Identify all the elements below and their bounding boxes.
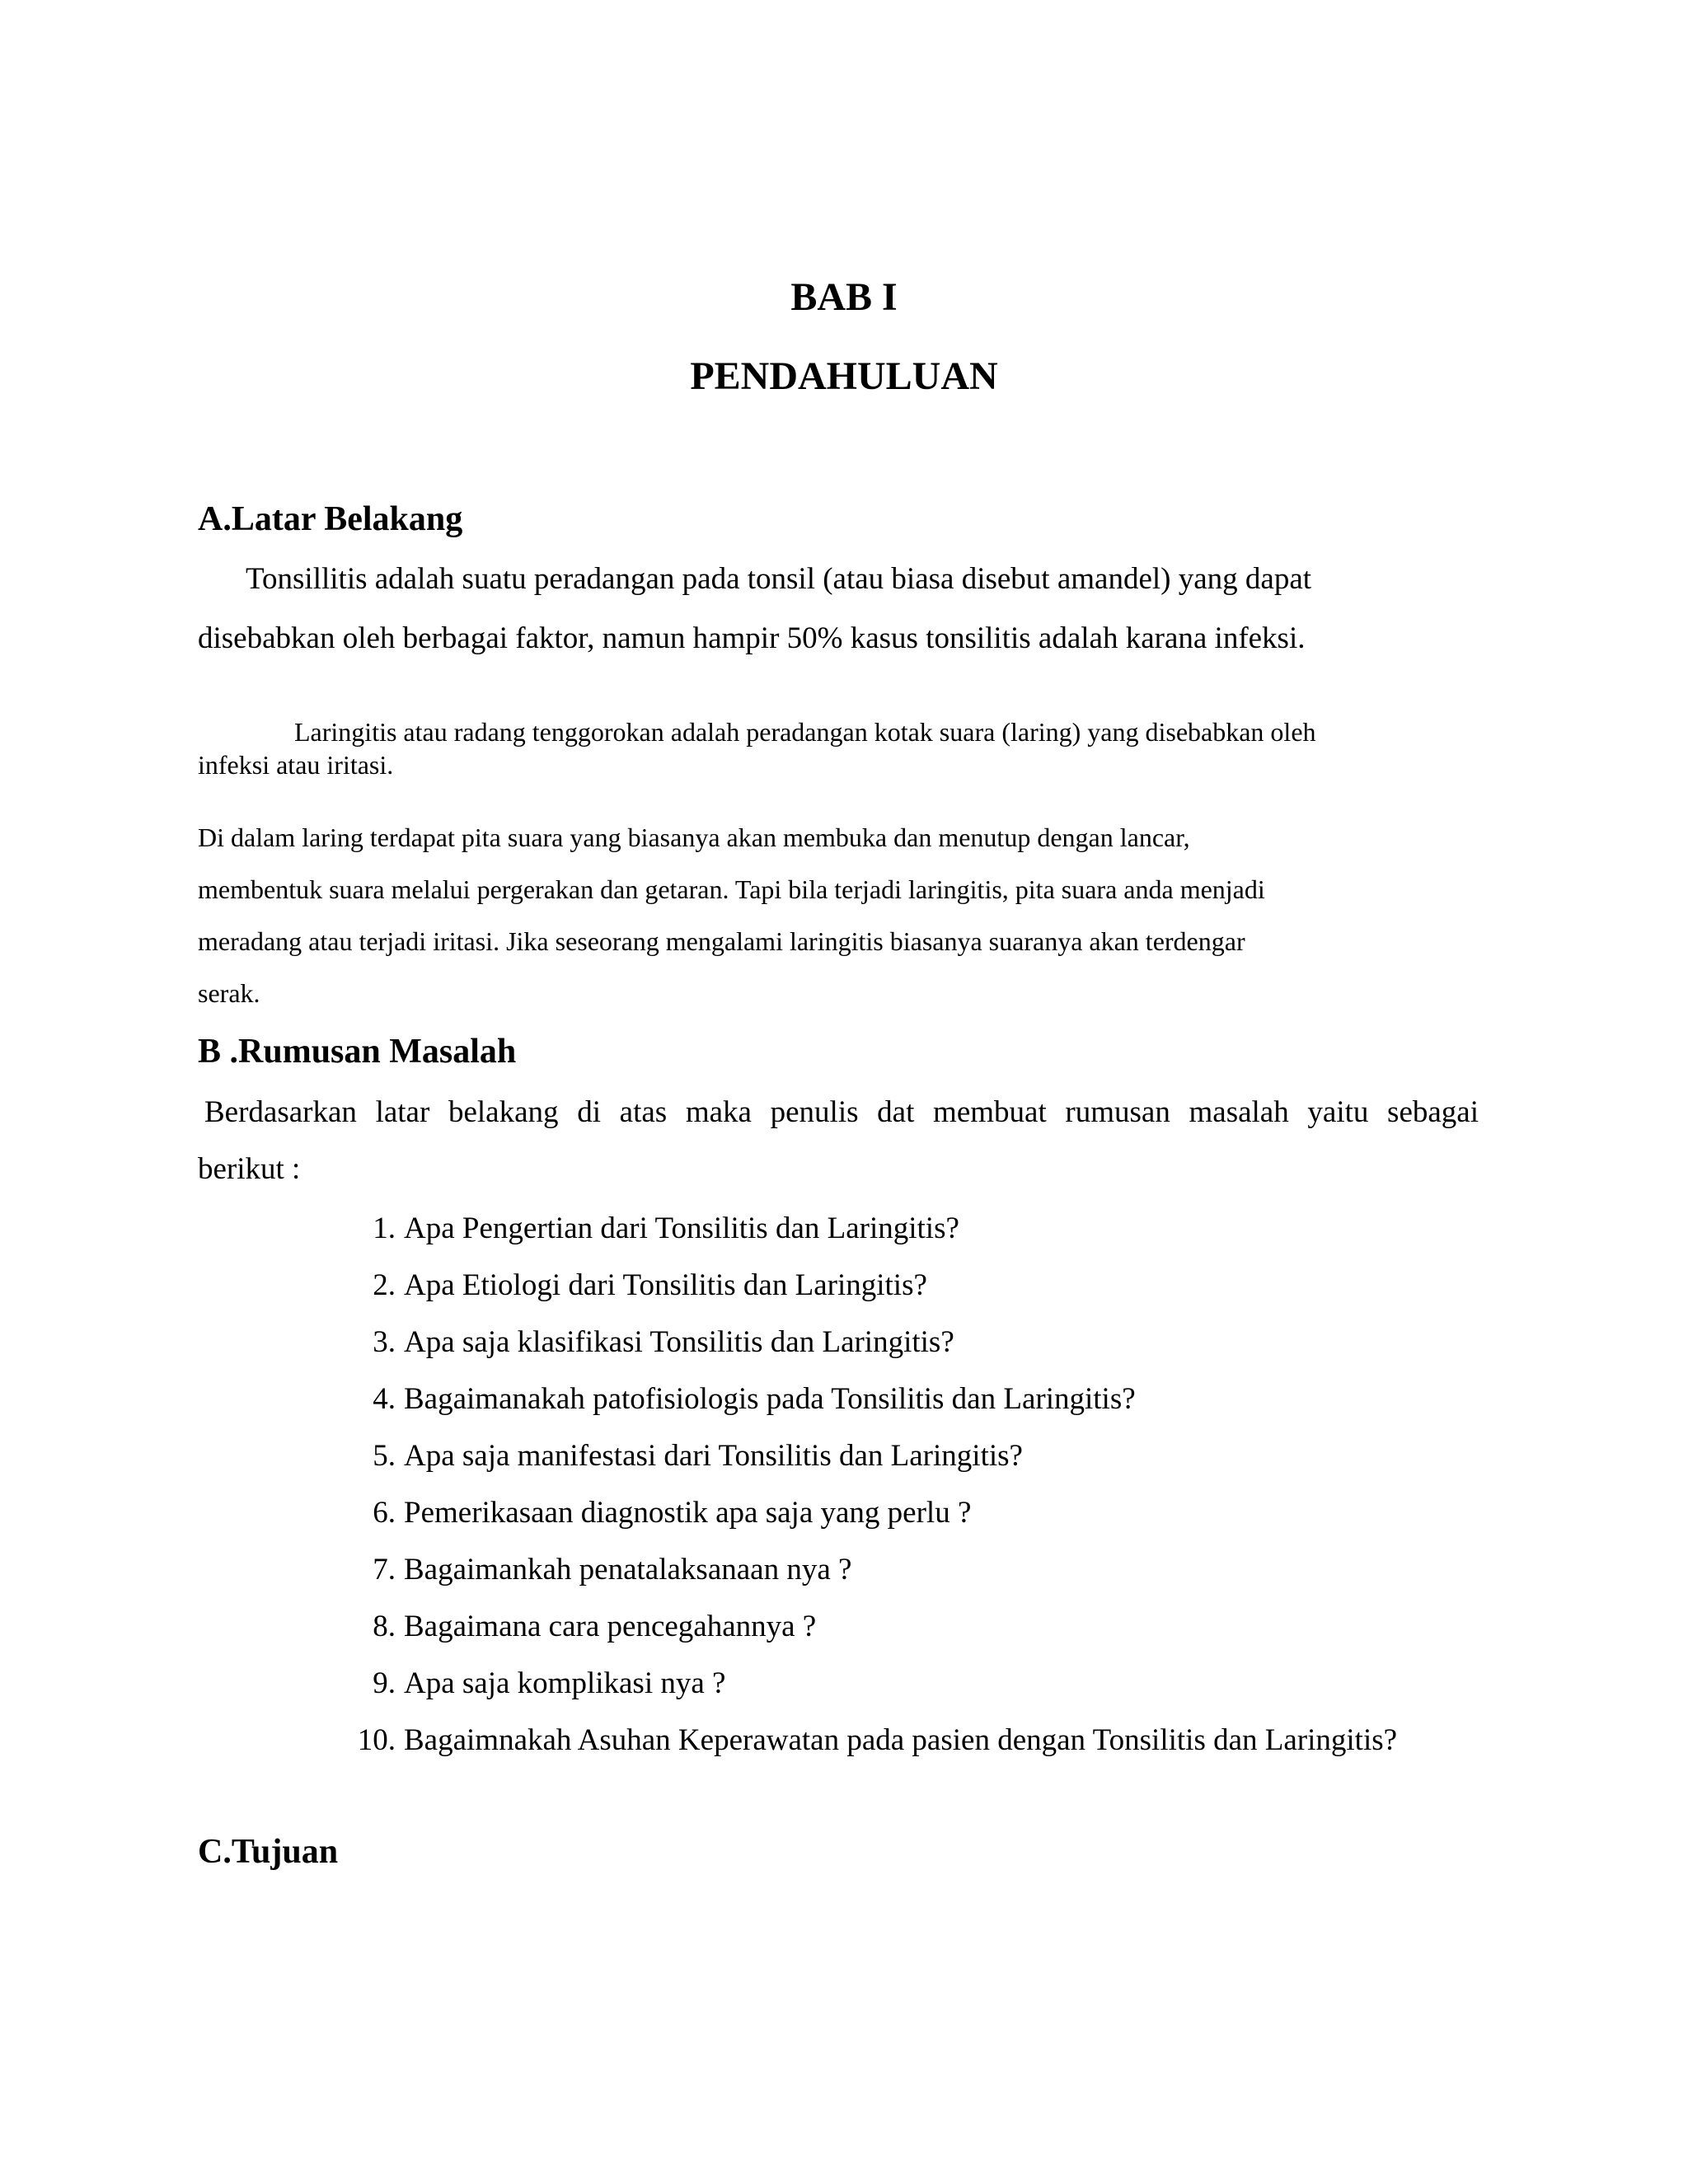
paragraph-line: berikut : xyxy=(198,1152,301,1186)
list-number: 9. xyxy=(373,1666,396,1700)
list-item xyxy=(338,1551,1397,1608)
chapter-subtitle: PENDAHULUAN xyxy=(690,354,998,398)
list-text: Bagaimana cara pencegahannya ? xyxy=(404,1610,817,1643)
section-a-heading: A.Latar Belakang xyxy=(198,500,463,538)
list-number: 2. xyxy=(373,1268,396,1302)
chapter-title: BAB I xyxy=(790,275,898,319)
list-text: Bagaimankah penatalaksanaan nya ? xyxy=(404,1553,852,1586)
paragraph-line: Tonsillitis adalah suatu peradangan pada tonsil (atau biasa disebut amandel) yang dapat xyxy=(246,562,1312,596)
list-text: Apa Etiologi dari Tonsilitis dan Laringitis? xyxy=(404,1268,927,1302)
list-number: 4. xyxy=(373,1382,396,1416)
list-number: 7. xyxy=(373,1553,396,1586)
list-text: Apa saja manifestasi dari Tonsilitis dan Laringitis? xyxy=(404,1439,1023,1473)
section-b-heading: B .Rumusan Masalah xyxy=(198,1033,517,1071)
paragraph-line: Berdasarkan latar belakang di atas maka penulis dat membuat rumusan masalah yaitu sebagai xyxy=(204,1095,1479,1129)
problem-list xyxy=(338,1210,1397,1779)
list-number: 5. xyxy=(373,1439,396,1473)
paragraph-line: infeksi atau iritasi. xyxy=(198,750,394,780)
list-text: Apa saja komplikasi nya ? xyxy=(404,1666,726,1700)
paragraph-line: disebabkan oleh berbagai faktor, namun hampir 50% kasus tonsilitis adalah karana infeksi. xyxy=(198,621,1306,655)
list-text: Apa saja klasifikasi Tonsilitis dan Laringitis? xyxy=(404,1325,954,1359)
list-text: Pemerikasaan diagnostik apa saja yang perlu ? xyxy=(404,1496,972,1530)
paragraph-line: meradang atau terjadi iritasi. Jika seseorang mengalami laringitis biasanya suaranya akan terdengar xyxy=(198,926,1245,956)
list-item xyxy=(338,1608,1397,1665)
list-item xyxy=(338,1494,1397,1551)
list-text: Bagaimanakah patofisiologis pada Tonsilitis dan Laringitis? xyxy=(404,1382,1136,1416)
list-item xyxy=(338,1324,1397,1380)
list-item xyxy=(338,1267,1397,1324)
list-item xyxy=(338,1722,1397,1779)
list-number: 8. xyxy=(373,1610,396,1643)
paragraph-line: Laringitis atau radang tenggorokan adalah peradangan kotak suara (laring) yang disebabkan oleh xyxy=(294,717,1316,747)
list-item xyxy=(338,1210,1397,1267)
list-number: 10. xyxy=(357,1723,396,1757)
paragraph-line: serak. xyxy=(198,978,260,1008)
paragraph-line: membentuk suara melalui pergerakan dan getaran. Tapi bila terjadi laringitis, pita suara anda menjadi xyxy=(198,874,1265,904)
list-number: 6. xyxy=(373,1496,396,1530)
list-text: Bagaimnakah Asuhan Keperawatan pada pasien dengan Tonsilitis dan Laringitis? xyxy=(404,1723,1398,1757)
list-number: 3. xyxy=(373,1325,396,1359)
list-text: Apa Pengertian dari Tonsilitis dan Laringitis? xyxy=(404,1212,959,1245)
paragraph-line: Di dalam laring terdapat pita suara yang biasanya akan membuka dan menutup dengan lancar, xyxy=(198,823,1190,852)
section-c-heading: C.Tujuan xyxy=(198,1833,339,1871)
list-item xyxy=(338,1665,1397,1722)
list-item xyxy=(338,1437,1397,1494)
list-number: 1. xyxy=(373,1212,396,1245)
list-item xyxy=(338,1380,1397,1437)
